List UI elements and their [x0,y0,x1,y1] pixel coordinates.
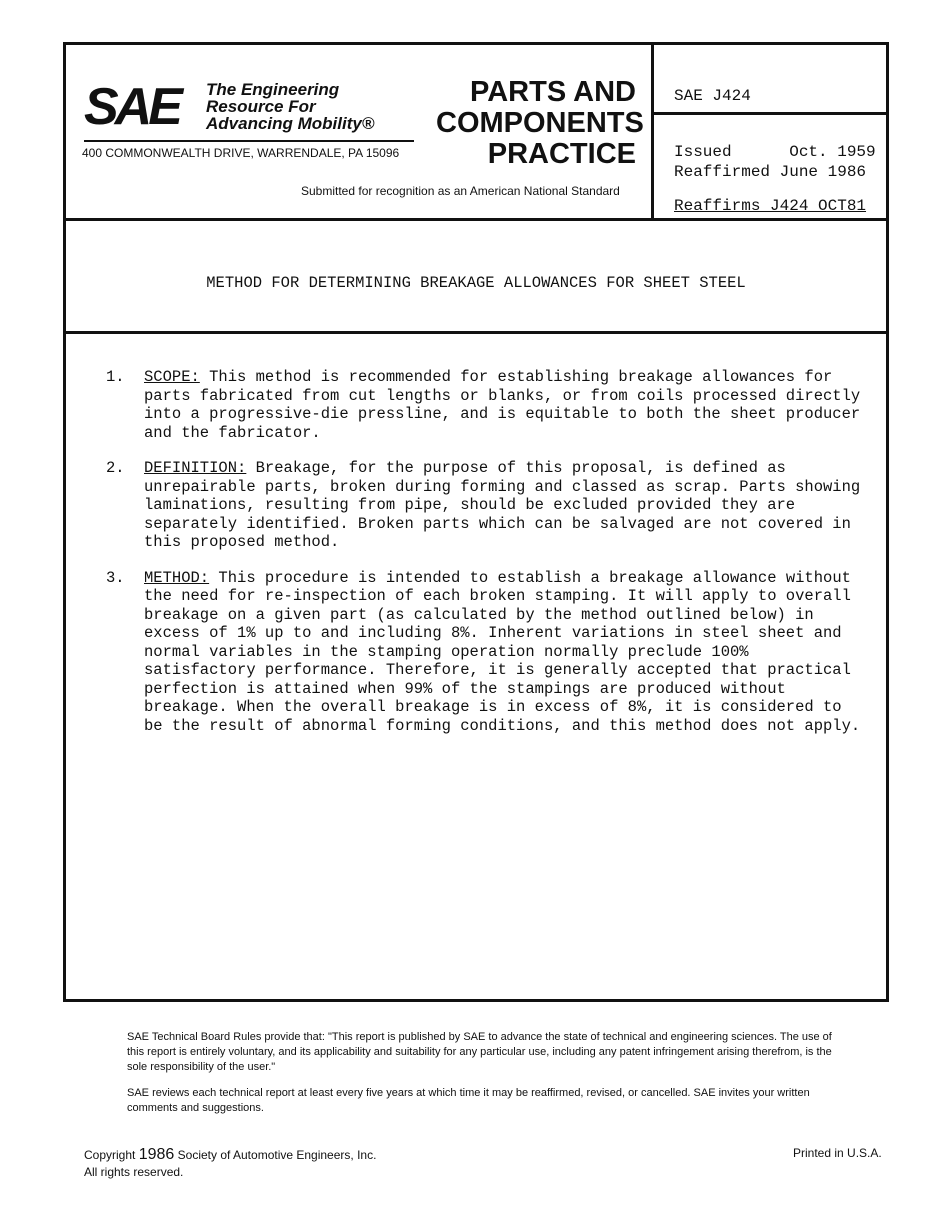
document-frame [63,42,889,1002]
tagline-line: Advancing Mobility® [206,114,375,133]
document-title: METHOD FOR DETERMINING BREAKAGE ALLOWANCES FOR SHEET STEEL [206,274,746,292]
logo-rule [84,140,414,142]
printed-in: Printed in U.S.A. [793,1146,882,1160]
section-label: DEFINITION: [144,459,247,477]
section-item [106,368,866,442]
section-text: This method is recommended for establishing breakage allowances for parts fabricated from cut lengths or blanks, or from coils processed directly into a progressive-die pressline, and is equitable to both the sheet producer and the fabricator. [144,368,861,442]
tagline-line: The Engineering [206,80,340,99]
section-number: 1. [106,368,125,386]
section-label: METHOD: [144,568,210,587]
footer-notes [127,1030,847,1127]
issue-dates: Issued Oct. 1959 Reaffirmed June 1986 [674,143,876,181]
address: 400 COMMONWEALTH DRIVE, WARRENDALE, PA 15096 [82,146,400,160]
copyright: Copyright 1986 Society of Automotive Engineers, Inc. All rights reserved. [84,1146,377,1179]
section-number: 2. [106,459,125,477]
copyright-org: Society of Automotive Engineers, Inc. [177,1148,377,1162]
rights: All rights reserved. [84,1165,184,1179]
section-item [106,569,866,736]
ansi-note: Submitted for recognition as an American National Standard [301,184,620,198]
section-text: Breakage, for the purpose of this proposal, is defined as unrepairable parts, broken during forming and classed as scrap. Parts showing laminations, resulting from pipe, should be excluded provided they are separately identified. Broken parts which can be salvaged are not covered in this proposed method. [144,459,861,551]
sections [106,368,866,752]
document-code: SAE J424 [674,87,751,105]
tagline-line: Resource For [206,97,316,116]
tagline [206,81,374,132]
section-text: This procedure is intended to establish a breakage allowance without the need for re-inspection of each broken stamping. It will apply to overall breakage on a given part (as calculated by the method outlined below) in excess of 1% up to and including 8%. Inherent variations in steel sheet and normal variables in the stamping operation normally preclude 100% satisfactory performance. Therefore, it is generally accepted that practical perfection is attained when 99% of the stampings are produced without breakage. When the overall breakage is in excess of 8%, it is considered to be the result of abnormal forming conditions, and this method does not apply. [144,568,861,735]
review-note: SAE reviews each technical report at least every five years at which time it may be reaffirmed, revised, or cancelled. SAE invites your written comments and suggestions. [127,1087,810,1114]
practice-title [436,76,644,170]
section-item [106,459,866,552]
section-label: SCOPE: [144,368,200,386]
dates-box [654,45,886,218]
practice-title-line: PARTS AND [470,76,636,108]
title-band [66,218,886,334]
header-block [66,45,886,221]
copyright-year: 1986 [138,1146,175,1163]
sae-logo: SAE [84,78,179,136]
practice-title-line: PRACTICE [487,138,636,170]
section-number: 3. [106,568,125,587]
reaffirms-note: Reaffirms J424 OCT81 [674,197,867,215]
board-rules-note: SAE Technical Board Rules provide that: "This report is published by SAE to advance the state of technical and engineering sciences. The use of this report is entirely voluntary, and its applicability and suitability for any particular use, including any patent infringement arising therefrom, is the sole responsibility of the user." [127,1031,832,1073]
practice-title-line: COMPONENTS [436,107,644,139]
